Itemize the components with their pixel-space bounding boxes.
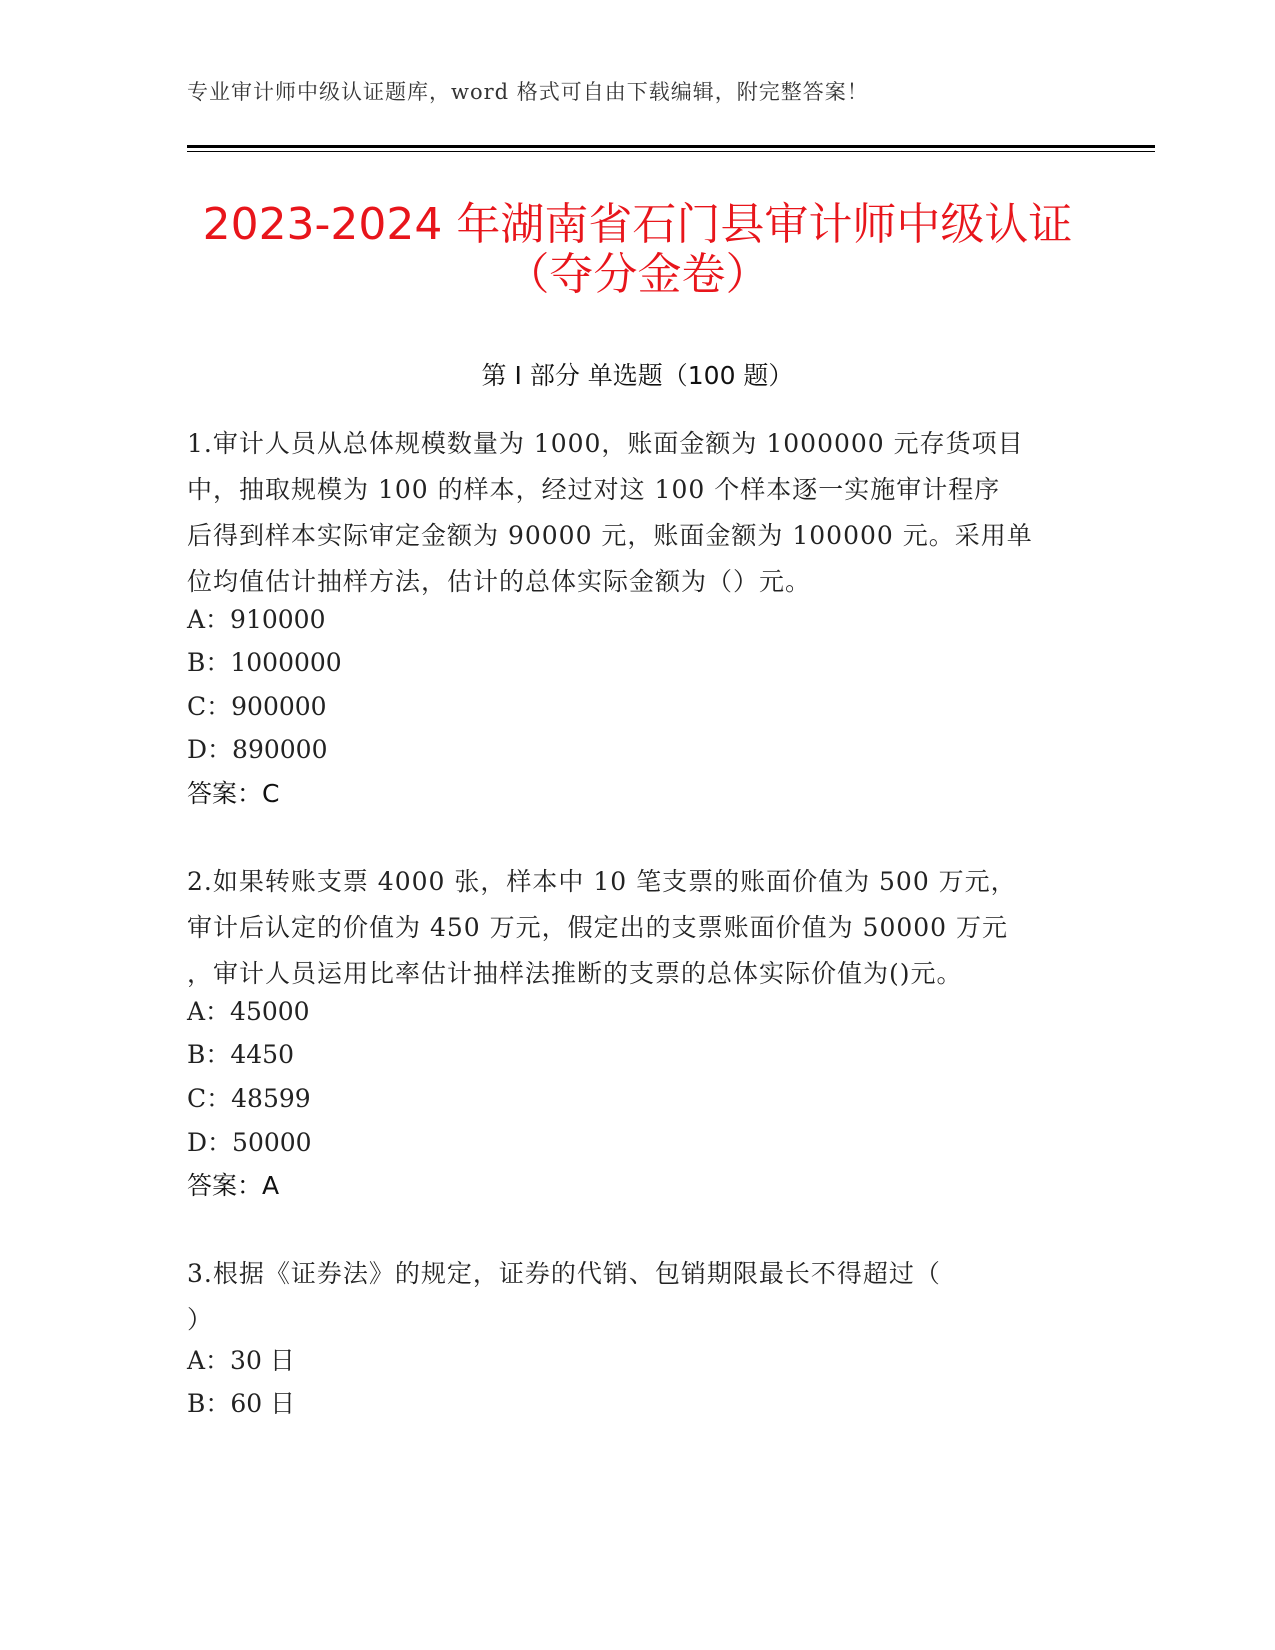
header-note: 专业审计师中级认证题库，word 格式可自由下载编辑，附完整答案！ bbox=[187, 80, 869, 104]
question-1-option-c: C：900000 bbox=[187, 692, 327, 721]
question-3-option-b: B：60 日 bbox=[187, 1389, 296, 1418]
header-rule-thick bbox=[187, 145, 1155, 148]
question-2-line: 2.如果转账支票 4000 张，样本中 10 笔支票的账面价值为 500 万元， bbox=[187, 867, 1017, 896]
question-2-stem bbox=[187, 859, 1087, 997]
question-2-option-a: A：45000 bbox=[187, 997, 310, 1026]
question-2-option-c: C：48599 bbox=[187, 1084, 311, 1113]
question-3-stem bbox=[187, 1251, 1087, 1343]
document-title-line1: 2023-2024 年湖南省石门县审计师中级认证 bbox=[202, 199, 1073, 250]
question-2-answer: 答案：A bbox=[187, 1171, 280, 1200]
question-3-line: ） bbox=[187, 1305, 214, 1334]
document-title-line2: （夺分金卷） bbox=[505, 249, 770, 300]
question-1-line: 后得到样本实际审定金额为 90000 元，账面金额为 100000 元。采用单 bbox=[187, 521, 1033, 550]
question-1-option-a: A：910000 bbox=[187, 605, 326, 634]
question-1-option-d: D：890000 bbox=[187, 735, 328, 764]
question-3-option-a: A：30 日 bbox=[187, 1346, 295, 1375]
question-1-line: 位均值估计抽样方法，估计的总体实际金额为（）元。 bbox=[187, 567, 812, 596]
question-2-line: 审计后认定的价值为 450 万元，假定出的支票账面价值为 50000 万元 bbox=[187, 913, 1009, 942]
section-heading: 第 I 部分 单选题（100 题） bbox=[481, 361, 794, 390]
question-2-option-d: D：50000 bbox=[187, 1128, 312, 1157]
question-1-answer: 答案：C bbox=[187, 779, 280, 808]
question-3-line: 3.根据《证券法》的规定，证券的代销、包销期限最长不得超过（ bbox=[187, 1259, 941, 1288]
header-rule-thin bbox=[187, 151, 1155, 152]
question-1-line: 1.审计人员从总体规模数量为 1000，账面金额为 1000000 元存货项目 bbox=[187, 429, 1024, 458]
question-1-option-b: B：1000000 bbox=[187, 648, 342, 677]
question-2-option-b: B：4450 bbox=[187, 1040, 294, 1069]
question-1-stem bbox=[187, 421, 1087, 605]
question-1-line: 中，抽取规模为 100 的样本，经过对这 100 个样本逐一实施审计程序 bbox=[187, 475, 1001, 504]
question-2-line: ，审计人员运用比率估计抽样法推断的支票的总体实际价值为()元。 bbox=[187, 959, 963, 988]
